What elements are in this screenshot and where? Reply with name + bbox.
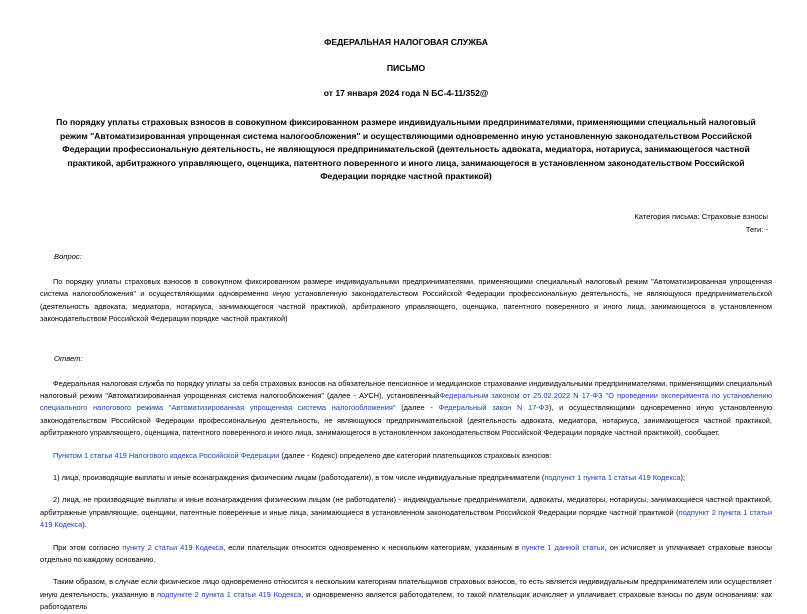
paragraph-1-this-article-link[interactable]: пункте 1 данной статьи <box>521 542 605 552</box>
text-fragment: 2) лица, не производящие выплаты и иные вознаграждения физическим лицам (не работодатели) - индивидуальные предприниматели, адвокаты, медиаторы, нотариусы, занимающиеся частной практикой, арбитражные управляющие, оценщики, патентные поверенные и иные лица, занимающиеся в установленном законодательством Российской Федерации порядке частной практикой ( <box>40 495 772 517</box>
subparagraph-1-link[interactable]: подпункт 1 пункта 1 статьи 419 Кодекса <box>544 473 681 483</box>
text-fragment: При этом согласно <box>53 542 123 552</box>
law-link-17fz[interactable]: Федеральный закон N 17-ФЗ <box>438 403 549 413</box>
answer-paragraph-2 <box>40 450 772 462</box>
paragraph-2-article-419-link[interactable]: пункту 2 статьи 419 Кодекса <box>122 542 224 552</box>
law-link-17fz-full[interactable]: Федеральным законом от 25.02.2022 N 17-ФЗ "О проведении эксперимента по установлению специального налогового режима "Автоматизированная упрощенная система налогообложения" <box>40 391 772 413</box>
document-type-heading: ПИСЬМО <box>386 63 426 73</box>
text-fragment: Федеральная налоговая служба по порядку уплаты за себя страховых взносов на обязательное пенсионное и медицинское страхование индивидуальными предпринимателями, применяющими специальный налоговый режим "Автоматизированная упрощенная система налогообложения" (далее - АУСН), установленный <box>40 378 772 400</box>
answer-paragraph-3 <box>40 472 772 484</box>
text-fragment: ), и осуществляющими одновременно иную установленную законодательством Российской Федерации профессиональную деятельность, не являющуюся предпринимательской (деятельность адвоката, медиатора, нотариуса, занимающегося частной практикой, арбитражного управляющего, оценщика, патентного поверенного и иного лица, занимающегося в установленном законодательством Российской Федерации порядке частной практикой), сообщает. <box>40 403 773 438</box>
text-fragment: 1) лица, производящие выплаты и иные вознаграждения физическим лицам (работодатели), в том числе индивидуальные предприниматели ( <box>53 473 545 483</box>
subparagraph-2-link-2[interactable]: подпункте 2 пункта 1 статьи 419 Кодекса <box>157 589 302 599</box>
text-fragment: (далее - Кодекс) определено две категории плательщиков страховых взносов: <box>279 450 552 460</box>
answer-paragraph-5 <box>40 542 772 567</box>
document-date-number: от 17 января 2024 года N БС-4-11/352@ <box>323 88 489 98</box>
text-fragment: (далее - <box>395 403 439 413</box>
answer-label: Ответ: <box>54 353 83 363</box>
text-fragment: , он исчисляет и уплачивает страховые взносы отдельно по каждому основанию. <box>40 542 772 565</box>
code-article-419-link[interactable]: Пунктом 1 статьи 419 Налогового кодекса Российской Федерации <box>53 450 280 460</box>
text-fragment: , и одновременно является работодателем, то такой плательщик исчисляет и уплачивает страховые взносы по двум основаниям: как работодатель <box>40 589 772 612</box>
agency-heading: ФЕДЕРАЛЬНАЯ НАЛОГОВАЯ СЛУЖБА <box>324 37 488 47</box>
subparagraph-2-link[interactable]: подпункт 2 пункта 1 статьи 419 Кодекса <box>40 507 772 530</box>
question-label: Вопрос: <box>54 251 82 261</box>
document-title: По порядку уплаты страховых взносов в совокупном фиксированном размере индивидуальными предпринимателями, применяющими специальный налоговый режим "Автоматизированная упрощенная система налогообложения" и осуществляющими одновременно иную установленную законодательством Российской Федерации профессиональную деятельность, не являющуюся предпринимательской (деятельность адвоката, медиатора, нотариуса, занимающегося частной практикой, арбитражного управляющего, оценщика, патентного поверенного и иного лица, занимающегося в установленном законодательством Российской Федерации порядке частной практикой) <box>56 117 756 182</box>
letter-tags: Теги: - <box>745 224 768 234</box>
text-fragment: Таким образом, в случае если физическое лицо одновременно относится к нескольким категориям плательщиков страховых взносов, то есть является индивидуальным предпринимателем или осуществляет иную деятельность, указанную в <box>40 577 772 599</box>
letter-category: Категория письма: Страховые взносы <box>634 211 768 221</box>
text-fragment: , если плательщик относится одновременно к нескольким категориям, указанным в <box>223 542 522 552</box>
text-fragment: ). <box>82 520 87 530</box>
answer-paragraph-4 <box>40 494 772 531</box>
document-meta <box>40 210 772 236</box>
question-text: По порядку уплаты страховых взносов в совокупном фиксированном размере индивидуальными предпринимателями, применяющими специальный налоговый режим "Автоматизированная упрощенная система налогообложения" и осуществляющими одновременно иную установленную законодательством Российской Федерации профессиональную деятельность, не являющуюся предпринимательской (деятельность адвоката, медиатора, нотариуса, занимающегося частной практикой, арбитражного управляющего, оценщика, патентного поверенного и иного лица, занимающегося в установленном законодательством Российской Федерации порядке частной практикой) <box>40 276 772 324</box>
answer-paragraph-6 <box>40 576 772 613</box>
text-fragment: ); <box>680 473 686 483</box>
answer-paragraph-1 <box>40 378 772 440</box>
